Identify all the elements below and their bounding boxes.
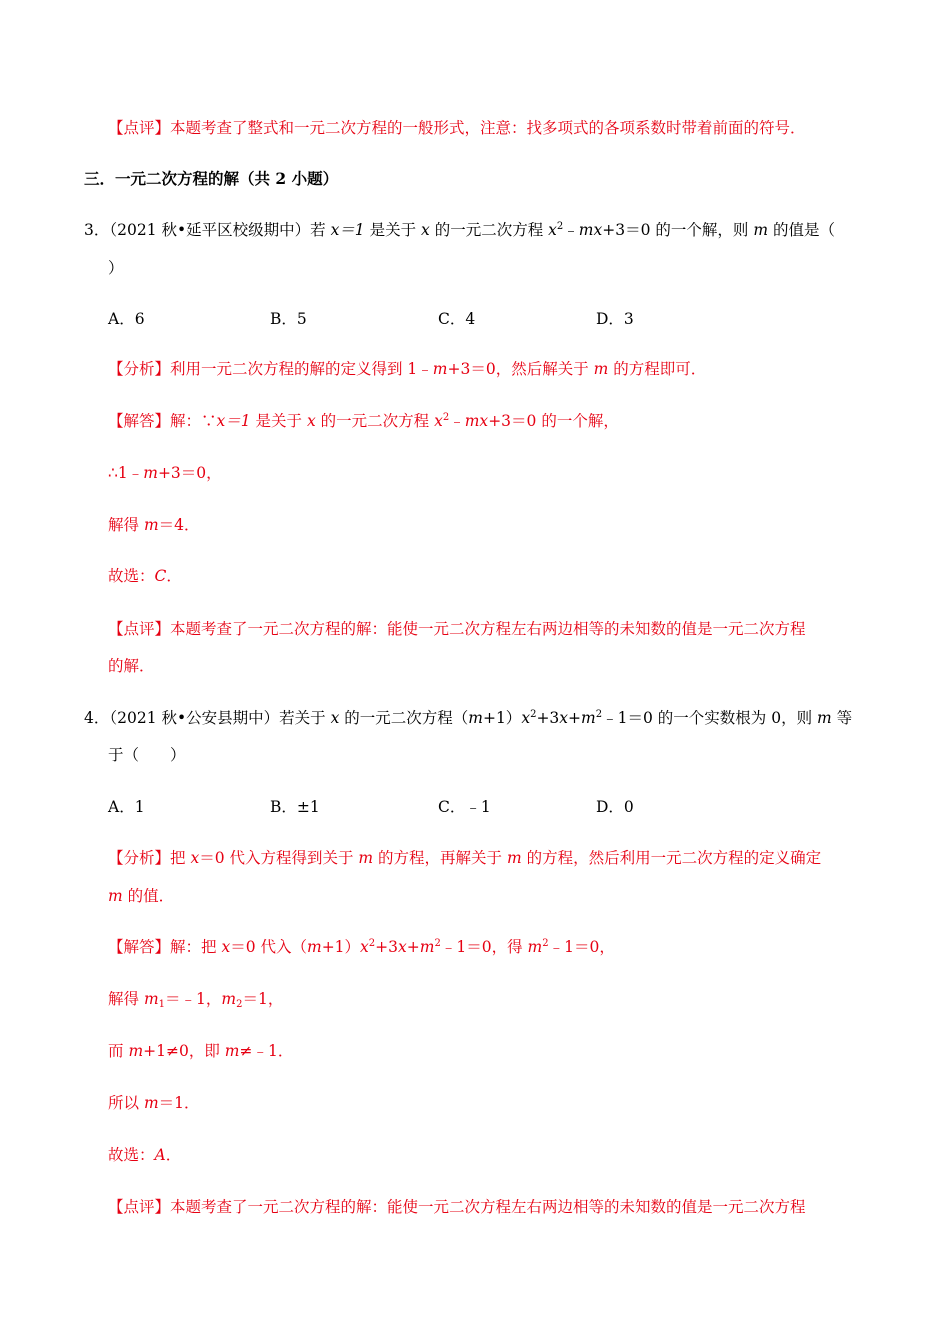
q3-option-a: A．6 <box>108 310 145 328</box>
top-comment: 【点评】本题考查了整式和一元二次方程的一般形式，注意：找多项式的各项系数时带着前面的符号． <box>108 119 806 137</box>
q3-stem-line1: 3．（2021 秋•延平区校级期中）若 x＝1 是关于 x 的一元二次方程 $x^2﹣mx+3=0$ 的一个解，则 m 的值是（ <box>84 221 835 239</box>
q4-option-b: B．±1 <box>270 798 320 816</box>
q4-option-c: C．﹣1 <box>438 798 491 816</box>
q4-choice: 故选：A． <box>108 1146 182 1164</box>
q3-comment-line1: 【点评】本题考查了一元二次方程的解：能使一元二次方程左右两边相等的未知数的值是一元二次方程 <box>108 620 806 638</box>
q4-stem-line1: 4．（2021 秋•公安县期中）若关于 x 的一元二次方程$(m+1)x^2+3x+m^2﹣1=0$ 的一个实数根为 0，则 m 等 <box>84 709 853 727</box>
q4-answer: 【解答】解：把 x＝0 代入$(m+1)x^2+3x+m^2﹣1=0$，得 $m^2﹣1=0$， <box>108 938 615 956</box>
q4-analysis-line1: 【分析】把 x＝0 代入方程得到关于 m 的方程，再解关于 m 的方程，然后利用一元二次方程的定义确定 <box>108 849 822 867</box>
q4-step3: 所以 m＝1． <box>108 1094 200 1112</box>
q4-step1: 解得 $m_1=﹣1$，$m_2=1$， <box>108 990 284 1010</box>
q3-answer: 【解答】解：∵x＝1 是关于 x 的一元二次方程 $x^2﹣mx+3=0$ 的一个解， <box>108 412 619 430</box>
q3-option-d: D．3 <box>596 310 634 328</box>
q3-option-c: C．4 <box>438 310 476 328</box>
q4-comment-line1: 【点评】本题考查了一元二次方程的解：能使一元二次方程左右两边相等的未知数的值是一元二次方程 <box>108 1198 806 1216</box>
q3-step2: 解得 m＝4． <box>108 516 200 534</box>
q4-option-d: D．0 <box>596 798 634 816</box>
q3-choice: 故选：C． <box>108 567 182 585</box>
q3-step1: ∴1﹣m+3＝0， <box>108 464 222 482</box>
q4-stem-line2: 于（ ） <box>108 746 186 764</box>
q4-analysis-line2: m 的值． <box>108 887 175 905</box>
q3-option-b: B．5 <box>270 310 307 328</box>
q3-stem-line2: ） <box>108 259 124 277</box>
q3-analysis: 【分析】利用一元二次方程的解的定义得到 1﹣m+3＝0，然后解关于 m 的方程即可． <box>108 360 707 378</box>
section-heading: 三．一元二次方程的解（共 2 小题） <box>84 169 339 188</box>
q4-step2: 而 m+1≠0，即 m≠﹣1． <box>108 1042 294 1060</box>
q4-option-a: A．1 <box>108 798 145 816</box>
q3-comment-line2: 的解． <box>108 657 155 675</box>
